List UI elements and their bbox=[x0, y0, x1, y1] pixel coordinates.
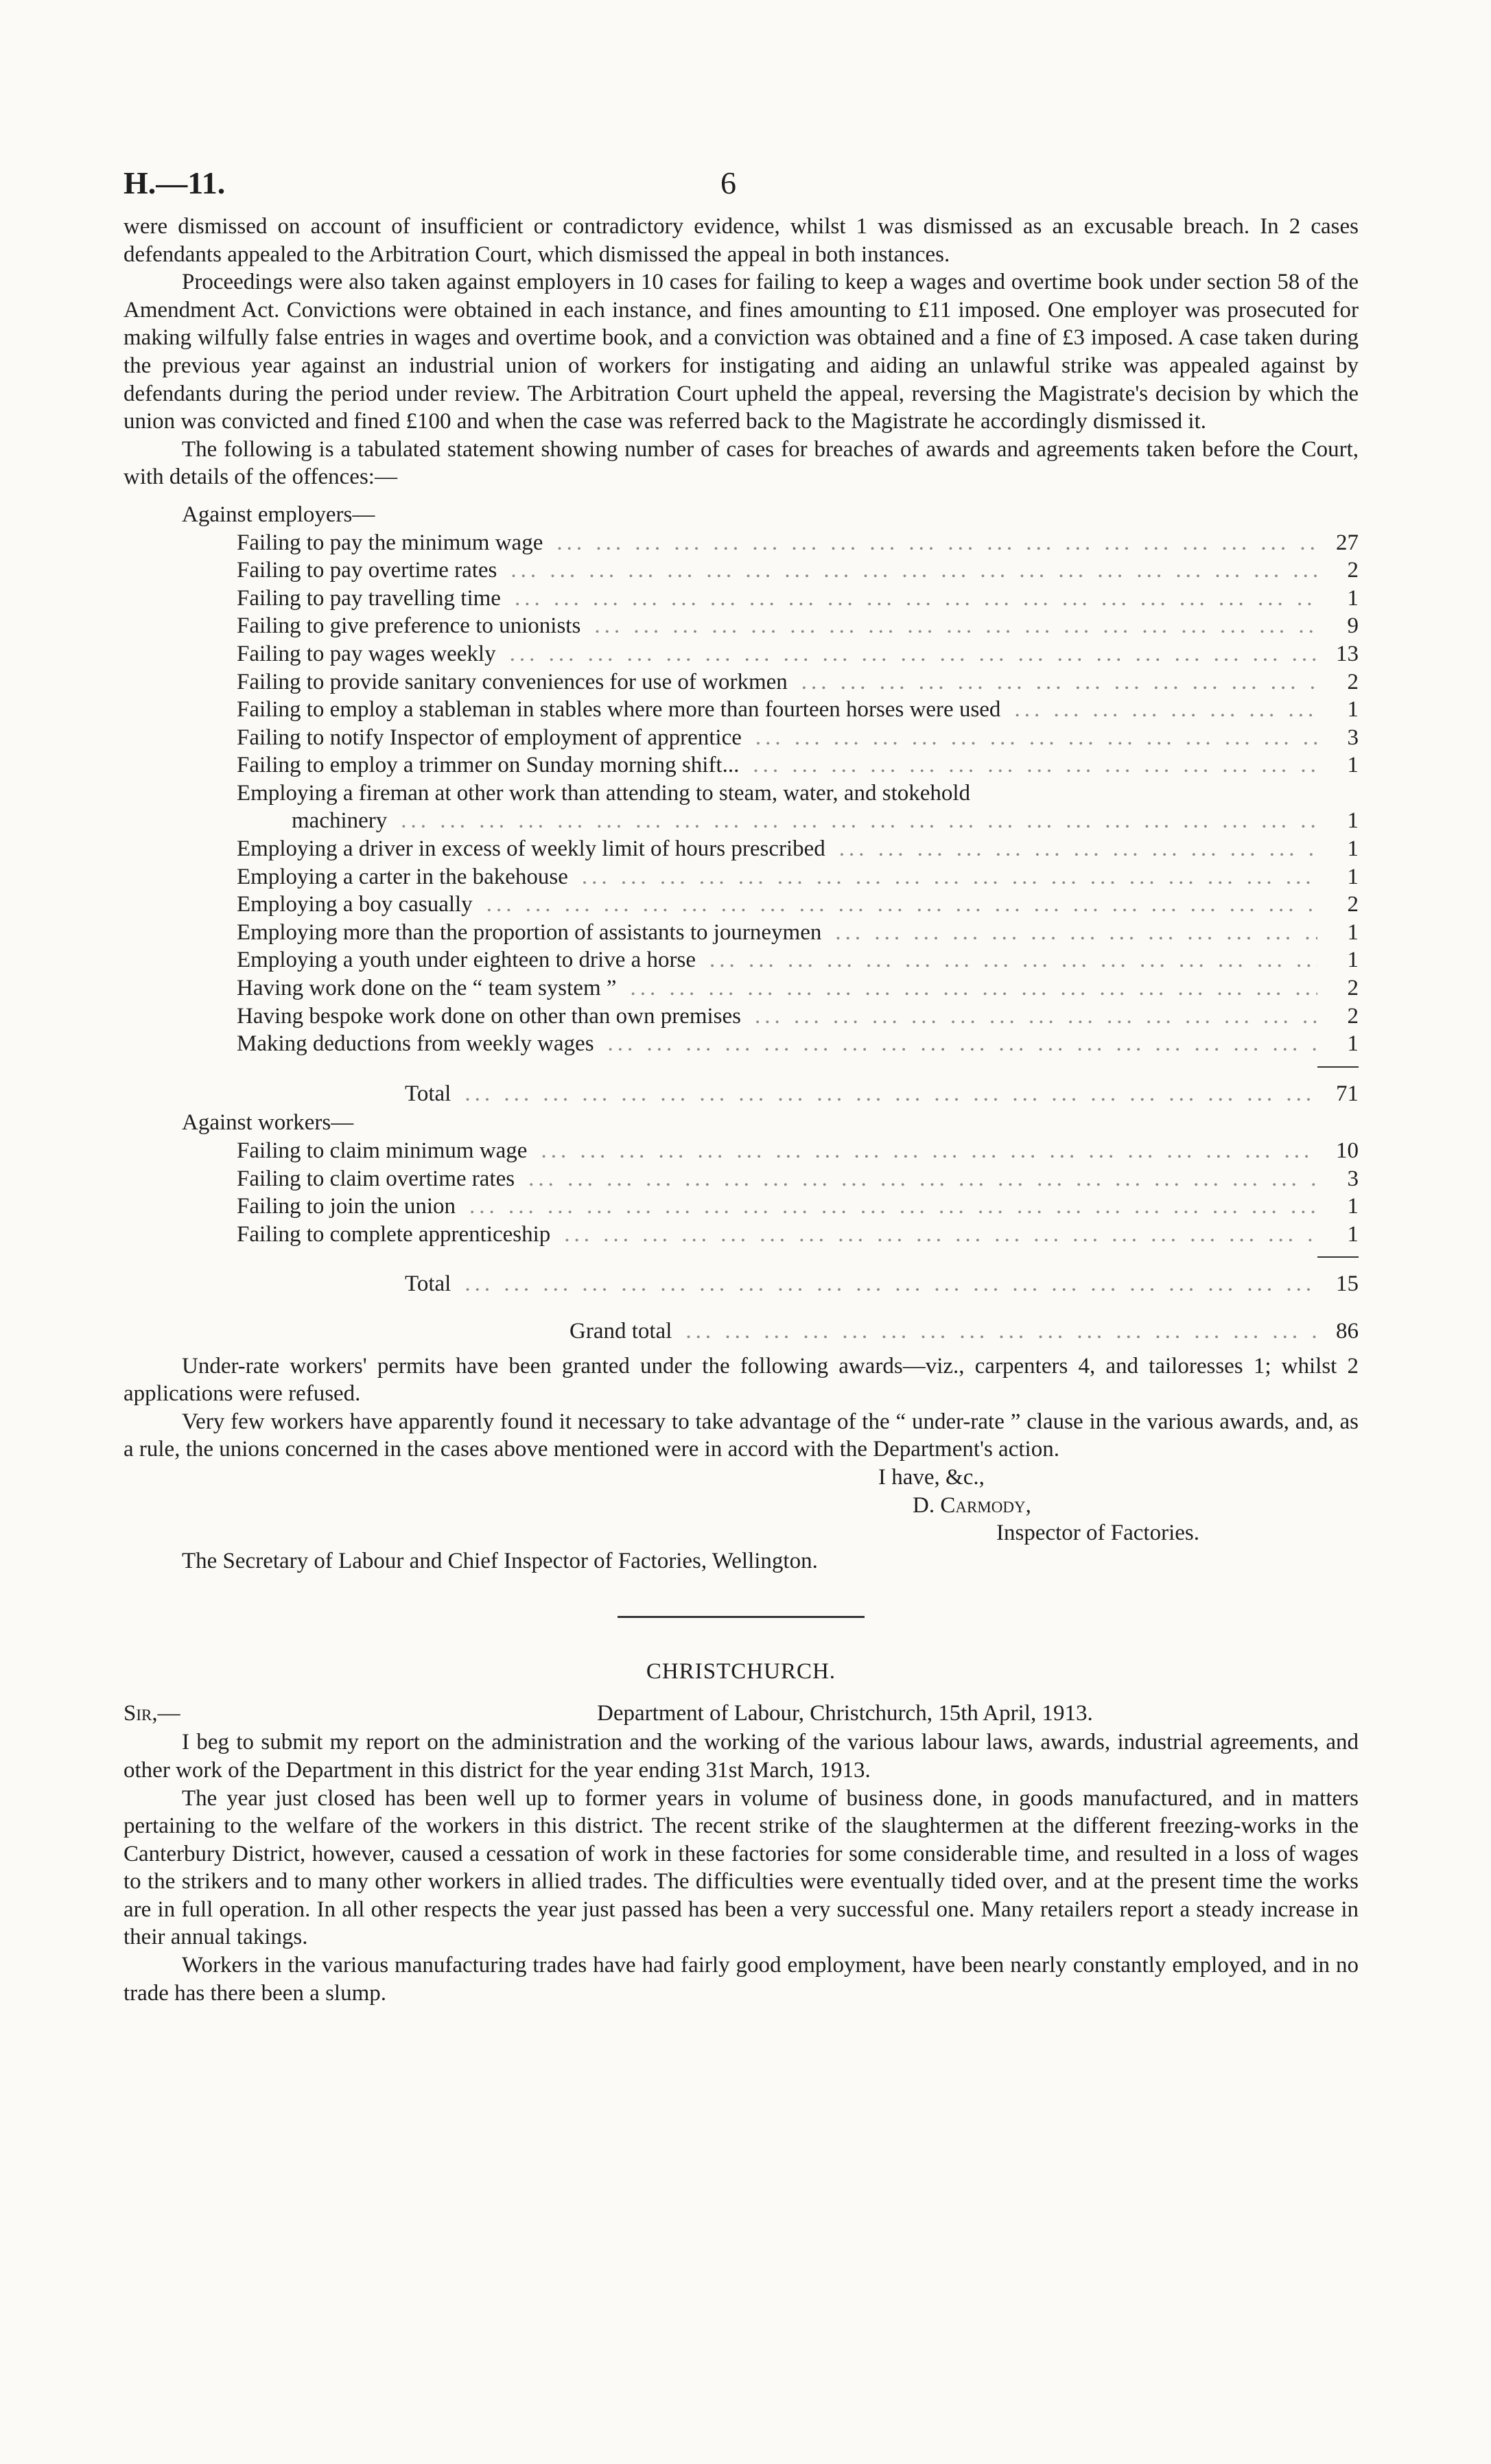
table-row bbox=[124, 1030, 1359, 1058]
total-label: Total bbox=[405, 1271, 451, 1297]
table-row bbox=[124, 1002, 1359, 1031]
row-label: Failing to complete apprenticeship bbox=[237, 1221, 551, 1247]
table-row bbox=[124, 946, 1359, 974]
offences-table bbox=[124, 501, 1359, 1346]
row-label: Employing a boy casually bbox=[237, 892, 473, 917]
salutation: Sir,— bbox=[124, 1701, 180, 1726]
row-label: Failing to claim minimum wage bbox=[237, 1138, 528, 1163]
table-row bbox=[124, 696, 1359, 724]
table-row bbox=[124, 1193, 1359, 1221]
workers-heading: Against workers— bbox=[182, 1110, 354, 1136]
row-count: 1 bbox=[1347, 836, 1359, 862]
row-count: 3 bbox=[1347, 1166, 1359, 1191]
row-label: Failing to pay the minimum wage bbox=[237, 530, 543, 555]
report-paragraph: Workers in the various manufacturing trades have had fairly good employment, have been nearly constantly employed, and in no trade has there been a slump. bbox=[124, 1953, 1359, 2006]
row-label: Having bespoke work done on other than own premises bbox=[237, 1003, 742, 1029]
salutation-row bbox=[124, 1700, 1359, 1728]
workers-total-row bbox=[124, 1270, 1359, 1298]
row-count: 2 bbox=[1347, 558, 1359, 583]
signature-name: D. Carmody, bbox=[913, 1492, 1031, 1518]
row-count: 1 bbox=[1347, 753, 1359, 778]
table-row bbox=[124, 751, 1359, 779]
subtotal-rule bbox=[1317, 1256, 1359, 1258]
row-label: Employing more than the proportion of assistants to journeymen bbox=[237, 919, 822, 945]
row-label: Failing to employ a stableman in stables where more than fourteen horses were used bbox=[237, 697, 1001, 723]
row-count: 1 bbox=[1347, 585, 1359, 611]
row-label: Failing to claim overtime rates bbox=[237, 1166, 515, 1191]
row-label: Failing to pay wages weekly bbox=[237, 641, 496, 666]
row-label: Having work done on the “ team system ” bbox=[237, 976, 617, 1001]
row-label: Employing a driver in excess of weekly limit of hours prescribed bbox=[237, 836, 825, 862]
report-paragraph: The year just closed has been well up to former years in volume of business done, in goods manufactured, and in matters pertaining to the welfare of the workers in this district. The recent strike of the slaughtermen at the different freezing-works in the Canterbury District, however, caused a cessation of work in these factories for some considerable time, and resulted in a loss of wages to the strikers and to many other workers in allied trades. The difficulties were eventually tided over, and at the present time the works are in full operation. In all other respects the year just passed has been a very successful one. Many retailers report a steady increase in their annual takings. bbox=[124, 1785, 1359, 1950]
table-row bbox=[124, 529, 1359, 557]
table-row bbox=[124, 612, 1359, 640]
signature-title: Inspector of Factories. bbox=[996, 1521, 1199, 1546]
document-reference: H.—11. bbox=[124, 165, 226, 200]
row-count: 1 bbox=[1347, 1031, 1359, 1057]
row-label: Employing a carter in the bakehouse bbox=[237, 864, 568, 889]
table-row bbox=[124, 863, 1359, 891]
total-label: Total bbox=[405, 1081, 451, 1106]
row-count: 1 bbox=[1347, 1194, 1359, 1219]
row-label: Making deductions from weekly wages bbox=[237, 1031, 594, 1057]
row-label-continued: machinery bbox=[292, 808, 388, 834]
table-row bbox=[124, 807, 1359, 835]
row-label: Failing to pay travelling time bbox=[237, 585, 501, 611]
dateline: Department of Labour, Christchurch, 15th April, 1913. bbox=[597, 1701, 1093, 1726]
row-count: 1 bbox=[1347, 808, 1359, 834]
row-label: Employing a youth under eighteen to drive a horse bbox=[237, 948, 696, 973]
intro-paragraph: Proceedings were also taken against employers in 10 cases for failing to keep a wages and overtime book under section 58 of the Amendment Act. Convictions were obtained in each instance, and fines amounting to £11 imposed. One employer was prosecuted for making wilfully false entries in wages and overtime book, and a conviction was obtained and a fine of £3 imposed. A case taken during the previous year against an industrial union of workers for instigating and aiding an unlawful strike was appealed against by defendants during the period under review. The Arbitration Court upheld the appeal, reversing the Magistrate's decision by which the union was convicted and fined £100 and when the case was referred back to the Magistrate he accordingly dismissed it. bbox=[124, 270, 1359, 434]
signature-closing: I have, &c., bbox=[878, 1464, 985, 1490]
row-count: 3 bbox=[1347, 725, 1359, 750]
row-label: Failing to give preference to unionists bbox=[237, 613, 581, 639]
row-label: Failing to pay overtime rates bbox=[237, 558, 497, 583]
intro-paragraph: were dismissed on account of insufficient or contradictory evidence, whilst 1 was dismissed as an excusable breach. In 2 cases defendants appealed to the Arbitration Court, which dismissed the appeal in both instances. bbox=[124, 214, 1359, 267]
row-count: 2 bbox=[1347, 892, 1359, 917]
row-label: Failing to notify Inspector of employment of apprentice bbox=[237, 725, 742, 750]
employers-heading: Against employers— bbox=[182, 502, 375, 527]
row-count: 2 bbox=[1347, 669, 1359, 694]
row-count: 1 bbox=[1347, 864, 1359, 889]
row-count: 27 bbox=[1336, 530, 1359, 555]
closing-paragraph: Very few workers have apparently found it necessary to take advantage of the “ under-rate ” clause in the various awards, and, as a rule, the unions concerned in the cases above mentioned were in accord with the Department's action. bbox=[124, 1409, 1359, 1462]
table-row bbox=[124, 640, 1359, 668]
addressee: The Secretary of Labour and Chief Inspector of Factories, Wellington. bbox=[182, 1548, 818, 1573]
subtotal-rule bbox=[1317, 1066, 1359, 1068]
page-number: 6 bbox=[720, 165, 736, 200]
table-row bbox=[124, 585, 1359, 613]
row-count: 2 bbox=[1347, 976, 1359, 1001]
row-count: 2 bbox=[1347, 1003, 1359, 1029]
report-paragraph: I beg to submit my report on the administration and the working of the various labour laws, awards, industrial agreements, and other work of the Department in this district for the year ending 31st March, 1913. bbox=[124, 1730, 1359, 1783]
row-count: 1 bbox=[1347, 697, 1359, 723]
intro-paragraph: The following is a tabulated statement showing number of cases for breaches of awards and agreements taken before the Court, with details of the offences:— bbox=[124, 436, 1359, 490]
table-row bbox=[124, 835, 1359, 863]
row-count: 1 bbox=[1347, 1221, 1359, 1247]
grand-total-row bbox=[124, 1317, 1359, 1346]
total-value: 15 bbox=[1336, 1271, 1359, 1297]
table-row bbox=[124, 1165, 1359, 1193]
closing-paragraph: Under-rate workers' permits have been granted under the following awards—viz., carpenters 4, and tailoresses 1; whilst 2 applications were refused. bbox=[124, 1353, 1359, 1407]
grand-total-label: Grand total bbox=[570, 1318, 672, 1344]
table-row bbox=[124, 556, 1359, 585]
document-page bbox=[124, 165, 1359, 2007]
row-label: Failing to employ a trimmer on Sunday morning shift... bbox=[237, 753, 740, 778]
table-row bbox=[124, 891, 1359, 919]
table-row bbox=[124, 668, 1359, 696]
table-row bbox=[124, 1221, 1359, 1249]
row-label: Failing to provide sanitary conveniences for use of workmen bbox=[237, 669, 788, 694]
table-row bbox=[124, 1137, 1359, 1165]
total-value: 71 bbox=[1336, 1081, 1359, 1106]
page-header bbox=[124, 165, 1359, 213]
section-divider bbox=[618, 1616, 865, 1618]
row-label: Failing to join the union bbox=[237, 1194, 456, 1219]
row-count: 10 bbox=[1336, 1138, 1359, 1163]
row-count: 13 bbox=[1336, 641, 1359, 666]
row-count: 1 bbox=[1347, 919, 1359, 945]
section-heading: CHRISTCHURCH. bbox=[646, 1659, 836, 1685]
row-count: 9 bbox=[1347, 613, 1359, 639]
table-row bbox=[124, 919, 1359, 947]
row-label: Employing a fireman at other work than attending to steam, water, and stokehold bbox=[237, 780, 971, 806]
employers-total-row bbox=[124, 1080, 1359, 1108]
grand-total-value: 86 bbox=[1336, 1318, 1359, 1344]
table-row bbox=[124, 974, 1359, 1002]
row-count: 1 bbox=[1347, 948, 1359, 973]
table-row bbox=[124, 724, 1359, 752]
